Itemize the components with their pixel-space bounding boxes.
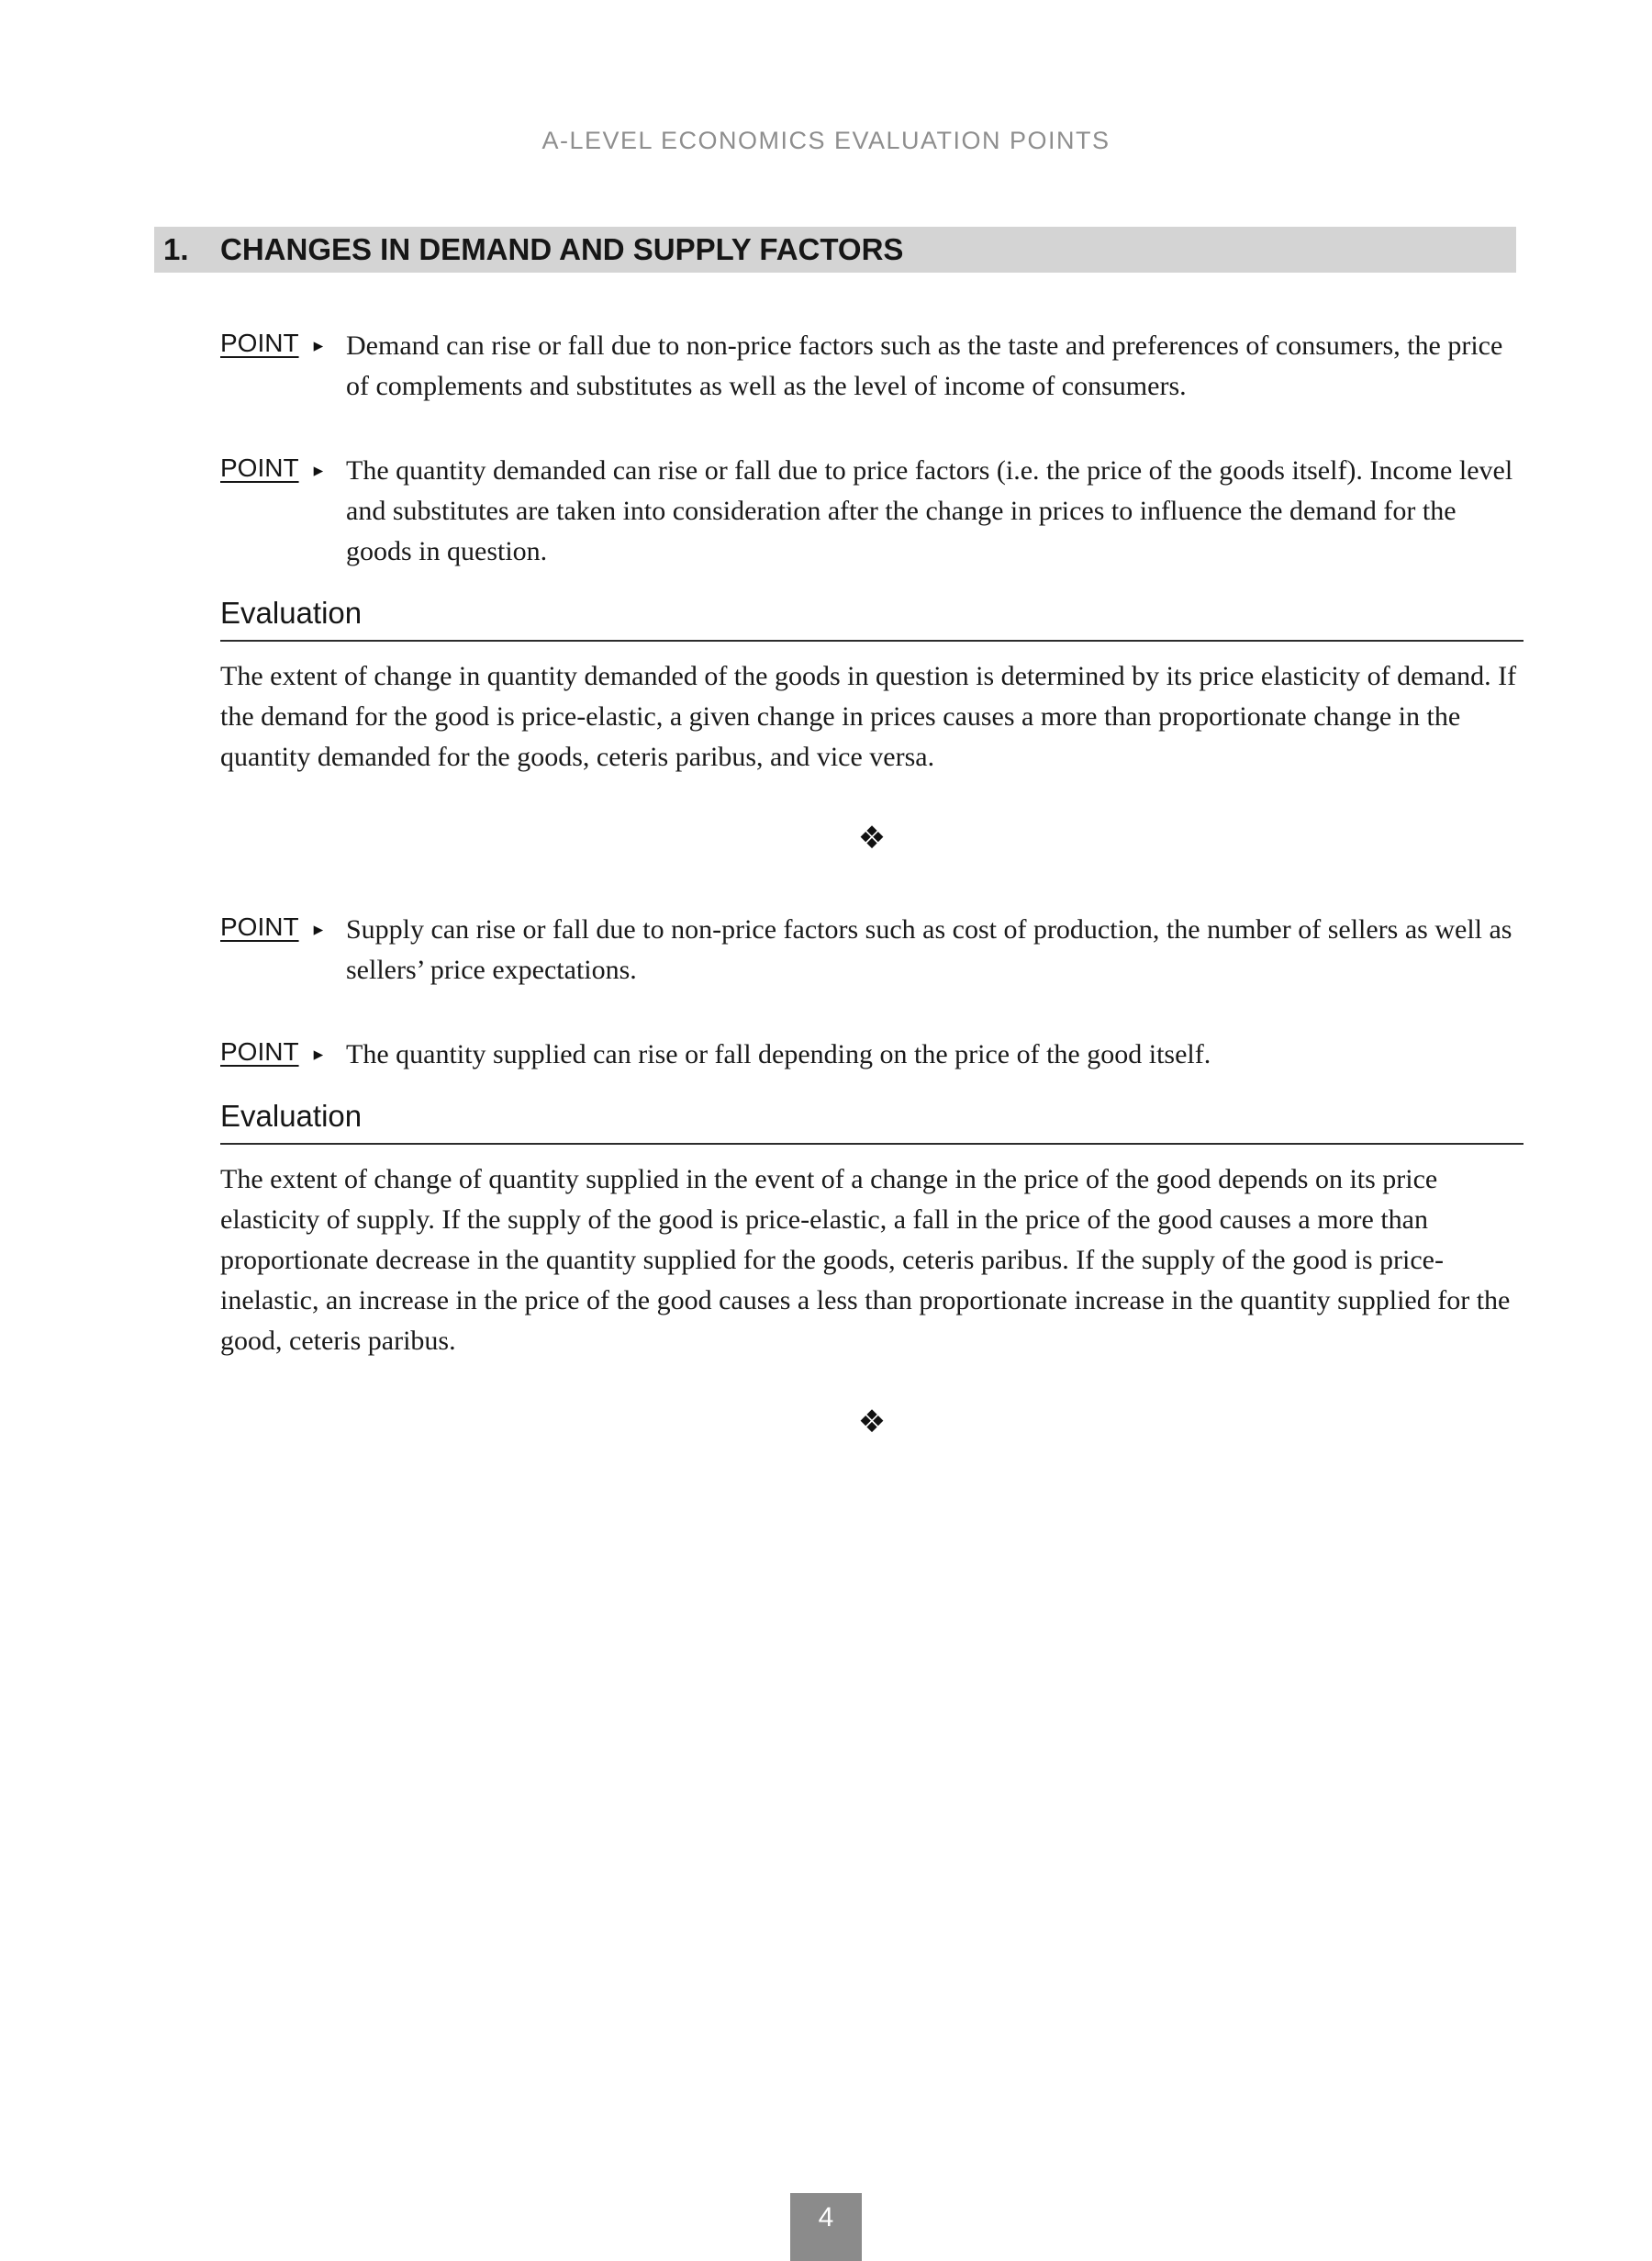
triangle-bullet-icon: ▸: [313, 918, 324, 940]
evaluation-text: The extent of change of quantity supplied in the event of a change in the price of the good depends on its price elasticity of supply. If the supply of the good is price-elastic, a fall in the price of the good causes a more than proportionate decrease in the quantity supplied for the goods, ceteris paribus. If the supply of the good is price-inelastic, an increase in the price of the good causes a less than proportionate increase in the quantity supplied for the good, ceteris paribus.: [220, 1164, 1511, 1356]
evaluation-heading: Evaluation: [220, 596, 1524, 642]
section-separator: [220, 820, 1524, 856]
triangle-bullet-icon: ▸: [313, 459, 324, 481]
point-text: The quantity demanded can rise or fall due to price factors (i.e. the price of the goods itself). Income level and substitutes are taken into consideration after the change in prices to influence the demand for the goods in question.: [346, 455, 1513, 566]
evaluation-text: The extent of change in quantity demanded of the goods in question is determined by its price elasticity of demand. If the demand for the good is price-elastic, a given change in prices causes a more than proportionate change in the quantity demanded for the goods, ceteris paribus, and vice versa.: [220, 661, 1517, 772]
diamond-separator-icon: ❖: [857, 820, 887, 856]
section-heading-bar: [154, 227, 1516, 273]
triangle-bullet-icon: ▸: [313, 334, 324, 356]
point-label: POINT: [220, 453, 299, 482]
triangle-bullet-icon: ▸: [313, 1043, 324, 1065]
evaluation-section: [220, 596, 1524, 778]
section-separator: [220, 1404, 1524, 1440]
running-head: A-LEVEL ECONOMICS EVALUATION POINTS: [541, 127, 1111, 154]
content-column: [220, 326, 1524, 1440]
point-label-group: [220, 910, 346, 942]
diamond-separator-icon: ❖: [857, 1404, 887, 1440]
point-label: POINT: [220, 1037, 299, 1066]
evaluation-heading: Evaluation: [220, 1099, 1524, 1145]
section-title: CHANGES IN DEMAND AND SUPPLY FACTORS: [220, 232, 904, 266]
page-number: 4: [818, 2202, 834, 2233]
point-item: [220, 910, 1524, 991]
point-text: The quantity supplied can rise or fall depending on the price of the good itself.: [346, 1039, 1211, 1069]
section-number: 1.: [163, 232, 189, 266]
evaluation-section: [220, 1099, 1524, 1361]
point-item: [220, 451, 1524, 572]
point-text: Demand can rise or fall due to non-price factors such as the taste and preferences of consumers, the price of complements and substitutes as well as the level of income of consumers.: [346, 330, 1503, 401]
point-label-group: [220, 326, 346, 358]
point-label: POINT: [220, 912, 299, 941]
point-item: [220, 326, 1524, 407]
point-label-group: [220, 1035, 346, 1067]
page-number-box: [790, 2193, 862, 2261]
point-label-group: [220, 451, 346, 483]
point-label: POINT: [220, 329, 299, 357]
point-item: [220, 1035, 1524, 1075]
point-text: Supply can rise or fall due to non-price factors such as cost of production, the number of sellers as well as sellers’ price expectations.: [346, 914, 1512, 985]
